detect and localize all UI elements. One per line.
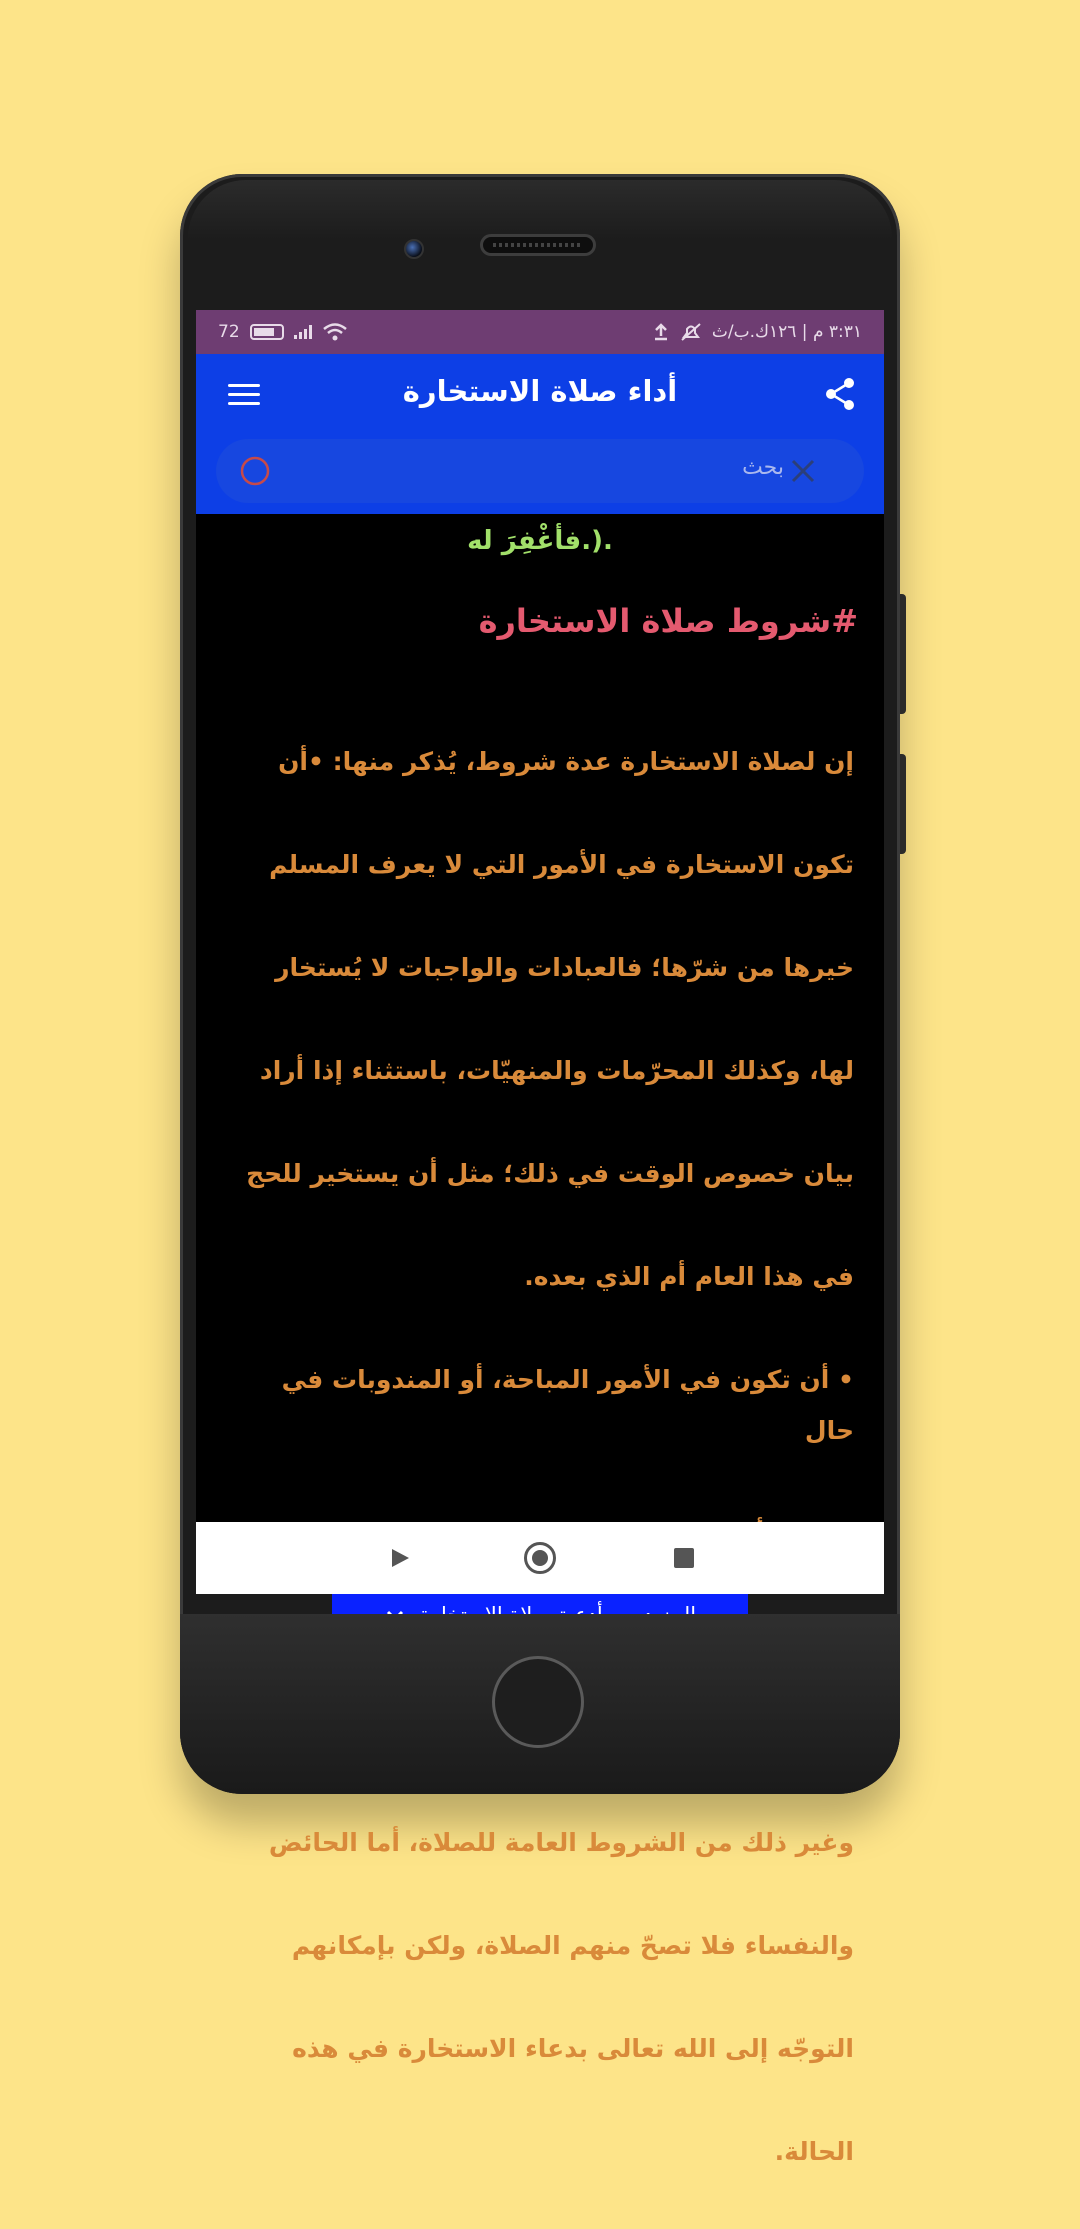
- volume-button: [900, 594, 906, 714]
- phone-frame: [180, 174, 900, 2166]
- quote-fragment: فأغْفِرَ له.).: [467, 526, 613, 556]
- body-line: لها، وكذلك المحرّمات والمنهيّات، باستثناء إذا أراد: [259, 1055, 854, 1085]
- home-key: [492, 1656, 584, 1748]
- app-bar: [196, 354, 884, 514]
- search-icon[interactable]: [238, 455, 272, 489]
- body-line: والنفساء فلا تصحّ منهم الصلاة، ولكن بإمكانهم: [291, 1931, 854, 1960]
- wifi-icon: [322, 323, 348, 341]
- article-body: [226, 684, 854, 2229]
- body-line: وغير ذلك من الشروط العامة للصلاة، أما الحائض: [268, 1828, 854, 1857]
- recents-square-icon[interactable]: [674, 1548, 694, 1568]
- body-line: الحالة.: [774, 2137, 854, 2166]
- front-camera-icon: [404, 239, 424, 259]
- phone-top-rim: [188, 180, 892, 240]
- body-line: بيان خصوص الوقت في ذلك؛ مثل أن يستخير للحج: [246, 1158, 854, 1188]
- home-circle-icon[interactable]: [524, 1542, 556, 1574]
- page-title: أداء صلاة الاستخارة: [402, 374, 678, 408]
- screen: [196, 310, 884, 2166]
- battery-icon: [250, 324, 284, 340]
- earpiece-speaker: [480, 234, 596, 256]
- body-line: التوجّه إلى الله تعالى بدعاء الاستخارة في هذه: [292, 2034, 854, 2063]
- status-right: [652, 322, 862, 342]
- alarm-off-icon: [680, 323, 702, 341]
- search-input[interactable]: بحث: [742, 455, 784, 480]
- body-line: في هذا العام أم الذي بعده.: [524, 1261, 854, 1291]
- section-heading: #شروط صلاة الاستخارة: [478, 602, 858, 640]
- signal-icon: [294, 325, 312, 339]
- battery-percent: 72: [218, 322, 240, 342]
- article-content: [196, 514, 884, 2166]
- body-line: تكون الاستخارة في الأمور التي لا يعرف المسلم: [269, 849, 854, 879]
- share-icon[interactable]: [822, 376, 858, 412]
- body-line: خيرها من شرّها؛ فالعبادات والواجبات لا يُستخار: [275, 952, 854, 982]
- body-line: إن لصلاة الاستخارة عدة شروط، يُذكر منها: •أن: [278, 746, 854, 776]
- body-line: • أن تكون في الأمور المباحة، أو المندوبات في حال: [281, 1364, 854, 1445]
- system-nav-bar: [196, 1522, 884, 1594]
- status-time: ٣:٣١ م | ١٢٦ك.ب/ث: [711, 322, 862, 342]
- status-left: [218, 322, 348, 342]
- status-bar: [196, 310, 884, 354]
- close-icon[interactable]: [788, 456, 818, 486]
- power-button: [900, 754, 906, 854]
- search-bar[interactable]: [216, 439, 864, 503]
- upload-icon: [652, 323, 670, 341]
- back-triangle-icon[interactable]: [388, 1546, 412, 1570]
